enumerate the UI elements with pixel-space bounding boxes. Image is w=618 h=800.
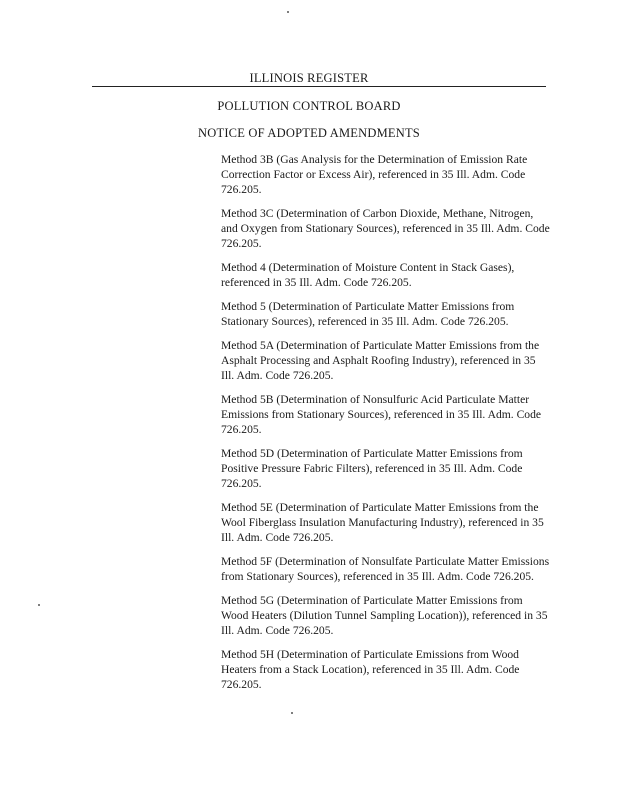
method-3c: Method 3C (Determination of Carbon Dioxide, Methane, Nitrogen, and Oxygen from Stationary Sources), referenced in 35 Ill. Adm. Code 726.205.	[221, 207, 550, 250]
method-5e: Method 5E (Determination of Particulate Matter Emissions from the Wool Fiberglass Insulation Manufacturing Industry), referenced in 35 Ill. Adm. Code 726.205.	[221, 501, 544, 544]
method-5a: Method 5A (Determination of Particulate Matter Emissions from the Asphalt Processing and Asphalt Roofing Industry), referenced in 35 Ill. Adm. Code 726.205.	[221, 339, 540, 382]
register-title: ILLINOIS REGISTER	[249, 71, 369, 85]
header-rule	[92, 86, 546, 87]
method-3b: Method 3B (Gas Analysis for the Determination of Emission Rate Correction Factor or Excess Air), referenced in 35 Ill. Adm. Code 726.205.	[221, 153, 528, 196]
method-5d: Method 5D (Determination of Particulate Matter Emissions from Positive Pressure Fabric Filters), referenced in 35 Ill. Adm. Code 726.205.	[221, 447, 523, 490]
method-5b: Method 5B (Determination of Nonsulfuric Acid Particulate Matter Emissions from Stationary Sources), referenced in 35 Ill. Adm. Code 726.205.	[221, 393, 542, 436]
method-5h: Method 5H (Determination of Particulate Emissions from Wood Heaters from a Stack Location), referenced in 35 Ill. Adm. Code 726.205.	[221, 648, 520, 691]
method-5f: Method 5F (Determination of Nonsulfate Particulate Matter Emissions from Stationary Sources), referenced in 35 Ill. Adm. Code 726.205.	[221, 555, 550, 583]
scan-speck	[287, 11, 289, 13]
method-5g: Method 5G (Determination of Particulate Matter Emissions from Wood Heaters (Dilution Tunnel Sampling Location)), referenced in 35 Ill. Adm. Code 726.205.	[221, 594, 548, 637]
method-4: Method 4 (Determination of Moisture Content in Stack Gases), referenced in 35 Ill. Adm. Code 726.205.	[221, 261, 515, 289]
method-5: Method 5 (Determination of Particulate Matter Emissions from Stationary Sources), referenced in 35 Ill. Adm. Code 726.205.	[221, 300, 515, 328]
scan-speck	[38, 604, 40, 606]
board-name: POLLUTION CONTROL BOARD	[217, 99, 401, 113]
notice-heading: NOTICE OF ADOPTED AMENDMENTS	[198, 126, 420, 140]
scan-speck	[291, 712, 293, 714]
method-list	[221, 152, 551, 701]
